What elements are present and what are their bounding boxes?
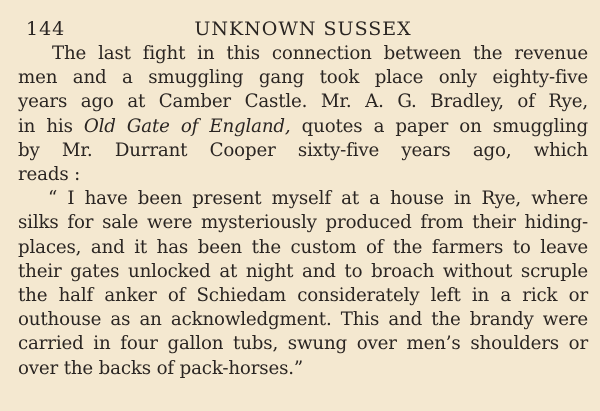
book-title: Old Gate of England, <box>83 115 291 137</box>
text-line: men and a smuggling gang took place only eighty-five <box>18 67 588 89</box>
text-line: by Mr. Durrant Cooper sixty-five years ago, which <box>18 139 588 161</box>
paragraph-2-quote <box>18 187 588 381</box>
text-line: the half anker of Schiedam considerately left in a rick or <box>18 285 588 307</box>
running-head <box>18 8 588 42</box>
text-segment: quotes a paper on smuggling <box>290 115 588 137</box>
text-line: silks for sale were mysteriously produced from their hiding- <box>18 212 588 234</box>
text-line <box>18 115 588 139</box>
running-title: UNKNOWN SUSSEX <box>194 18 412 40</box>
body-text <box>18 42 588 381</box>
text-line: their gates unlocked at night and to broach without scruple <box>18 260 588 282</box>
text-line: reads : <box>18 164 81 186</box>
text-line: years ago at Camber Castle. Mr. A. G. Bradley, of Rye, <box>18 91 588 113</box>
text-line: carried in four gallon tubs, swung over men’s shoulders or <box>18 333 588 355</box>
text-line: over the backs of pack-horses.” <box>18 357 304 379</box>
text-line: The last fight in this connection between the revenue <box>52 43 588 64</box>
paragraph-1 <box>18 42 588 187</box>
page-number: 144 <box>26 18 66 40</box>
text-line: places, and it has been the custom of the farmers to leave <box>18 236 588 258</box>
text-segment: in his <box>18 115 84 137</box>
text-line: outhouse as an acknowledgment. This and the brandy were <box>18 309 588 331</box>
text-line: “ I have been present myself at a house in Rye, where <box>48 188 588 210</box>
